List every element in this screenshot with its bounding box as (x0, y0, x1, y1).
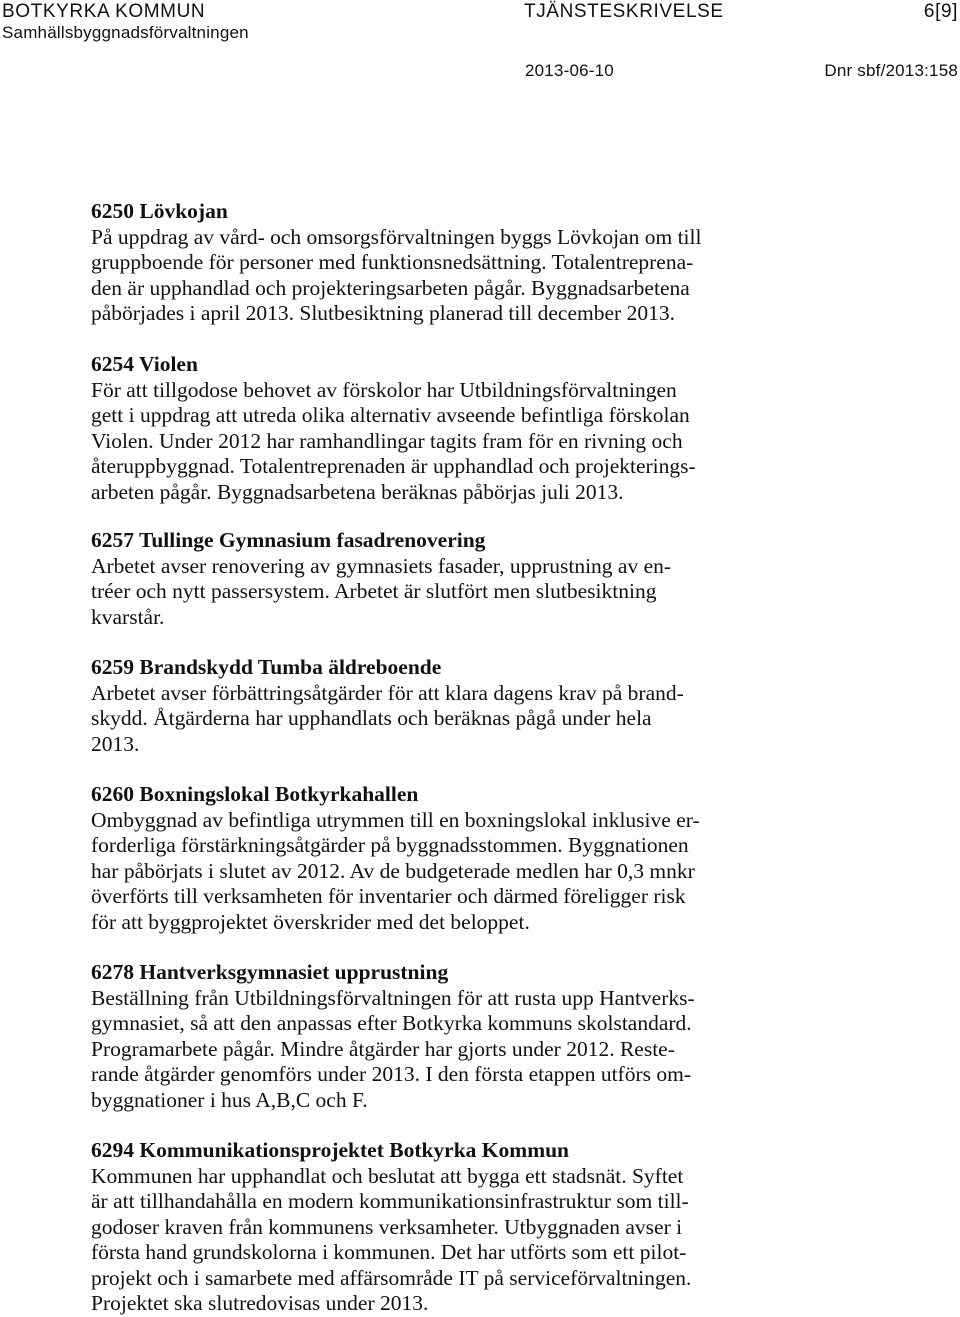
section-title: 6254 Violen (91, 352, 198, 376)
section-text-line: den är upphandlad och projekteringsarbeten pågår. Byggnadsarbetena (91, 275, 690, 300)
document-type: TJÄNSTESKRIVELSE (524, 1, 724, 22)
section-title: 6250 Lövkojan (91, 199, 228, 223)
section-text-line: tréer och nytt passersystem. Arbetet är slutfört men slutbesiktning (91, 579, 657, 603)
section-title: 6257 Tullinge Gymnasium fasadrenovering (91, 528, 486, 552)
section-text-line: har påbörjats i slutet av 2012. Av de budgeterade medlen har 0,3 mnkr (91, 858, 695, 883)
section-text-line: På uppdrag av vård- och omsorgsförvaltningen byggs Lövkojan om till (91, 224, 702, 249)
section-text-line: återuppbyggnad. Totalentreprenaden är upphandlad och projekterings- (91, 454, 696, 478)
section-text-line: gymnasiet, så att den anpassas efter Botkyrka kommuns skolstandard. (91, 1011, 692, 1035)
section-title: 6294 Kommunikationsprojektet Botkyrka Kommun (91, 1138, 570, 1162)
section-text-line: Projektet ska slutredovisas under 2013. (91, 1291, 429, 1315)
section-text-line: överförts till verksamheten för inventarier och därmed föreligger risk (91, 884, 686, 908)
section-text-line: arbeten pågår. Byggnadsarbetena beräknas påbörjas juli 2013. (91, 479, 624, 504)
section-text-line: Arbetet avser renovering av gymnasiets fasader, upprustning av en- (91, 553, 672, 578)
document-date: 2013-06-10 (525, 61, 614, 80)
section-text-line: godoser kraven från kommunens verksamheter. Utbyggnaden avser i (91, 1214, 683, 1239)
section-text-line: kvarstår. (91, 604, 165, 629)
section-text-line: är att tillhandahålla en modern kommunikationsinfrastruktur som till- (91, 1189, 689, 1213)
section-text-line: byggnationer i hus A,B,C och F. (91, 1087, 368, 1112)
section-text-line: gett i uppdrag att utreda olika alternativ avseende befintliga förskolan (91, 403, 690, 427)
section (91, 655, 771, 757)
section (91, 352, 771, 505)
section-text-line: Kommunen har upphandlat och beslutat att bygga ett stadsnät. Syftet (91, 1163, 684, 1188)
section-text-line: första hand grundskolorna i kommunen. Det har utförts som ett pilot- (91, 1240, 687, 1264)
section-text-line: projekt och i samarbete med affärsområde IT på serviceförvaltningen. (91, 1265, 692, 1290)
section (91, 528, 771, 630)
section-text-line: påbörjades i april 2013. Slutbesiktning planerad till december 2013. (91, 301, 675, 325)
page-number: 6[9] (923, 1, 958, 22)
section-title: 6260 Boxningslokal Botkyrkahallen (91, 782, 419, 806)
section-text-line: skydd. Åtgärderna har upphandlats och beräknas pågå under hela (91, 706, 652, 730)
section-text-line: Beställning från Utbildningsförvaltningen för att rusta upp Hantverks- (91, 985, 695, 1010)
section-text-line: gruppboende för personer med funktionsnedsättning. Totalentreprena- (91, 250, 694, 274)
section-text-line: Violen. Under 2012 har ramhandlingar tagits fram för en rivning och (91, 428, 683, 453)
section-text-line: 2013. (91, 731, 140, 756)
section-text-line: för att byggprojektet överskrider med det beloppet. (91, 909, 530, 934)
section (91, 782, 771, 935)
section-title: 6259 Brandskydd Tumba äldreboende (91, 655, 442, 679)
department-name: Samhällsbyggnadsförvaltningen (2, 23, 249, 42)
document-reference: Dnr sbf/2013:158 (824, 61, 958, 80)
section-text-line: forderliga förstärkningsåtgärder på byggnadsstommen. Byggnationen (91, 833, 689, 857)
section-title: 6278 Hantverksgymnasiet upprustning (91, 960, 449, 984)
org-name: BOTKYRKA KOMMUN (2, 1, 206, 22)
section (91, 1138, 771, 1317)
section-text-line: För att tillgodose behovet av förskolor har Utbildningsförvaltningen (91, 377, 677, 402)
section-text-line: Arbetet avser förbättringsåtgärder för att klara dagens krav på brand- (91, 680, 684, 705)
section-text-line: Programarbete pågår. Mindre åtgärder har gjorts under 2012. Reste- (91, 1036, 675, 1061)
section (91, 199, 771, 327)
section-text-line: rande åtgärder genomförs under 2013. I den första etappen utförs om- (91, 1062, 691, 1086)
section-text-line: Ombyggnad av befintliga utrymmen till en boxningslokal inklusive er- (91, 807, 700, 832)
section (91, 960, 771, 1113)
